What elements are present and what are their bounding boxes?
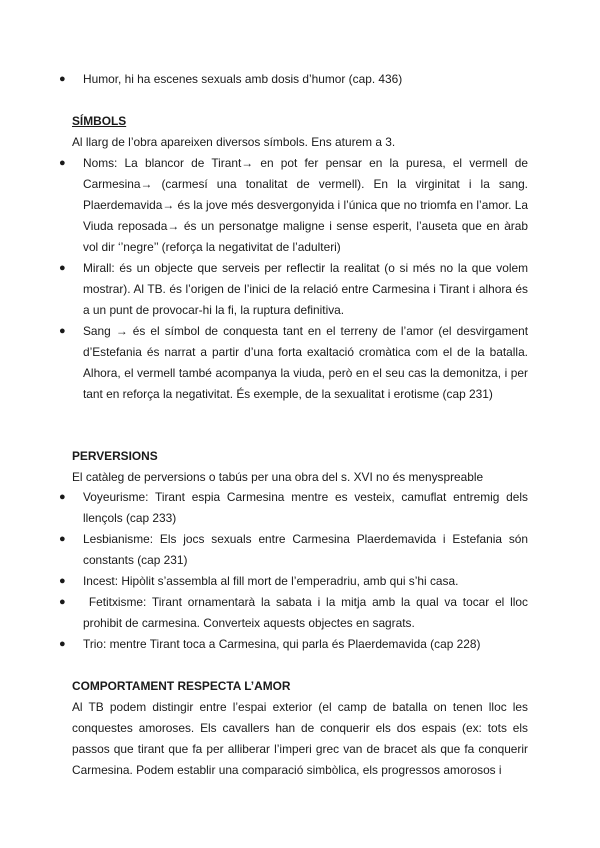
bullet-icon: ● bbox=[59, 638, 66, 650]
list-item bbox=[59, 153, 528, 258]
bullet-icon: ● bbox=[59, 73, 66, 85]
list-item bbox=[59, 487, 528, 529]
section-body-comportament: Al TB podem distingir entre l’espai exterior (el camp de batalla on tenen lloc les conquestes amoroses. Els cavallers han de conquerir els dos espais (ex: tots els passos que tirant que fa per alliberar l’imperi grec van de bracet als que fa conquerir Carmesina. Podem establir una comparació simbòlica, els progressos amorosos i bbox=[72, 700, 528, 777]
list-item-text: Sang → és el símbol de conquesta tant en el terreny de l’amor (el desvirgament d’Estefania és narrat a partir d’una forta exaltació cromàtica com el de la batalla. Alhora, el vermell també acompanya la viuda, però en el seu cas la demonitza, i per tant en reforça la negativitat. És exemple, de la sexualitat i erotisme (cap 231) bbox=[83, 324, 528, 401]
list-item bbox=[59, 634, 528, 655]
list-item bbox=[59, 258, 528, 321]
list-item-text: Incest: Hipòlit s’assembla al fill mort de l’emperadriu, amb qui s’hi casa. bbox=[83, 574, 459, 588]
section-lead-perversions: El catàleg de perversions o tabús per una obra del s. XVI no és menyspreable bbox=[72, 470, 484, 484]
section-heading-simbols: SÍMBOLS bbox=[72, 114, 127, 128]
list-item bbox=[59, 592, 532, 634]
list-item bbox=[59, 529, 528, 571]
list-item-text: Mirall: és un objecte que serveis per reflectir la realitat (o si més no la que volem mostrar). Al TB. és l’origen de l’inici de la relació entre Carmesina i Tirant i alhora és a un punt de provocar-hi la fi, la ruptura definitiva. bbox=[83, 261, 528, 317]
list-item bbox=[59, 571, 528, 592]
list-item-text: Trio: mentre Tirant toca a Carmesina, qui parla és Plaerdemavida (cap 228) bbox=[83, 637, 481, 651]
bullet-icon: ● bbox=[59, 596, 66, 608]
bullet-icon: ● bbox=[59, 262, 66, 274]
list-item-text: Lesbianisme: Els jocs sexuals entre Carmesina Plaerdemavida i Estefania són constants (cap 231) bbox=[83, 532, 528, 567]
bullet-icon: ● bbox=[59, 157, 66, 169]
list-item-text: Voyeurisme: Tirant espia Carmesina mentre es vesteix, camuflat entremig dels llençols (cap 233) bbox=[83, 490, 528, 525]
list-item bbox=[59, 69, 528, 90]
section-heading-perversions: PERVERSIONS bbox=[72, 449, 158, 463]
section-lead-simbols: Al llarg de l’obra apareixen diversos símbols. Ens aturem a 3. bbox=[72, 135, 396, 149]
list-item-text: Humor, hi ha escenes sexuals amb dosis d’humor (cap. 436) bbox=[83, 72, 403, 86]
list-item-text: Noms: La blancor de Tirant→ en pot fer pensar en la puresa, el vermell de Carmesina→ (carmesí una tonalitat de vermell). En la virginitat i la sang. Plaerdemavida→ és la jove més desvergonyida i l’única que no triomfa en l’amor. La Viuda reposada→ és un personatge maligne i sense esperit, l’auseta que en àrab vol dir ‘’negre’’ (reforça la negativitat de l’adulteri) bbox=[83, 156, 528, 254]
section-heading-comportament: COMPORTAMENT RESPECTA L’AMOR bbox=[72, 679, 291, 693]
bullet-icon: ● bbox=[59, 575, 66, 587]
bullet-icon: ● bbox=[59, 325, 66, 337]
bullet-icon: ● bbox=[59, 533, 66, 545]
list-item bbox=[59, 321, 528, 405]
bullet-icon: ● bbox=[59, 491, 66, 503]
list-item-text: Fetitxisme: Tirant ornamentarà la sabata i la mitja amb la qual va tocar el lloc prohibit de carmesina. Converteix aquests objectes en sagrats. bbox=[83, 595, 532, 630]
